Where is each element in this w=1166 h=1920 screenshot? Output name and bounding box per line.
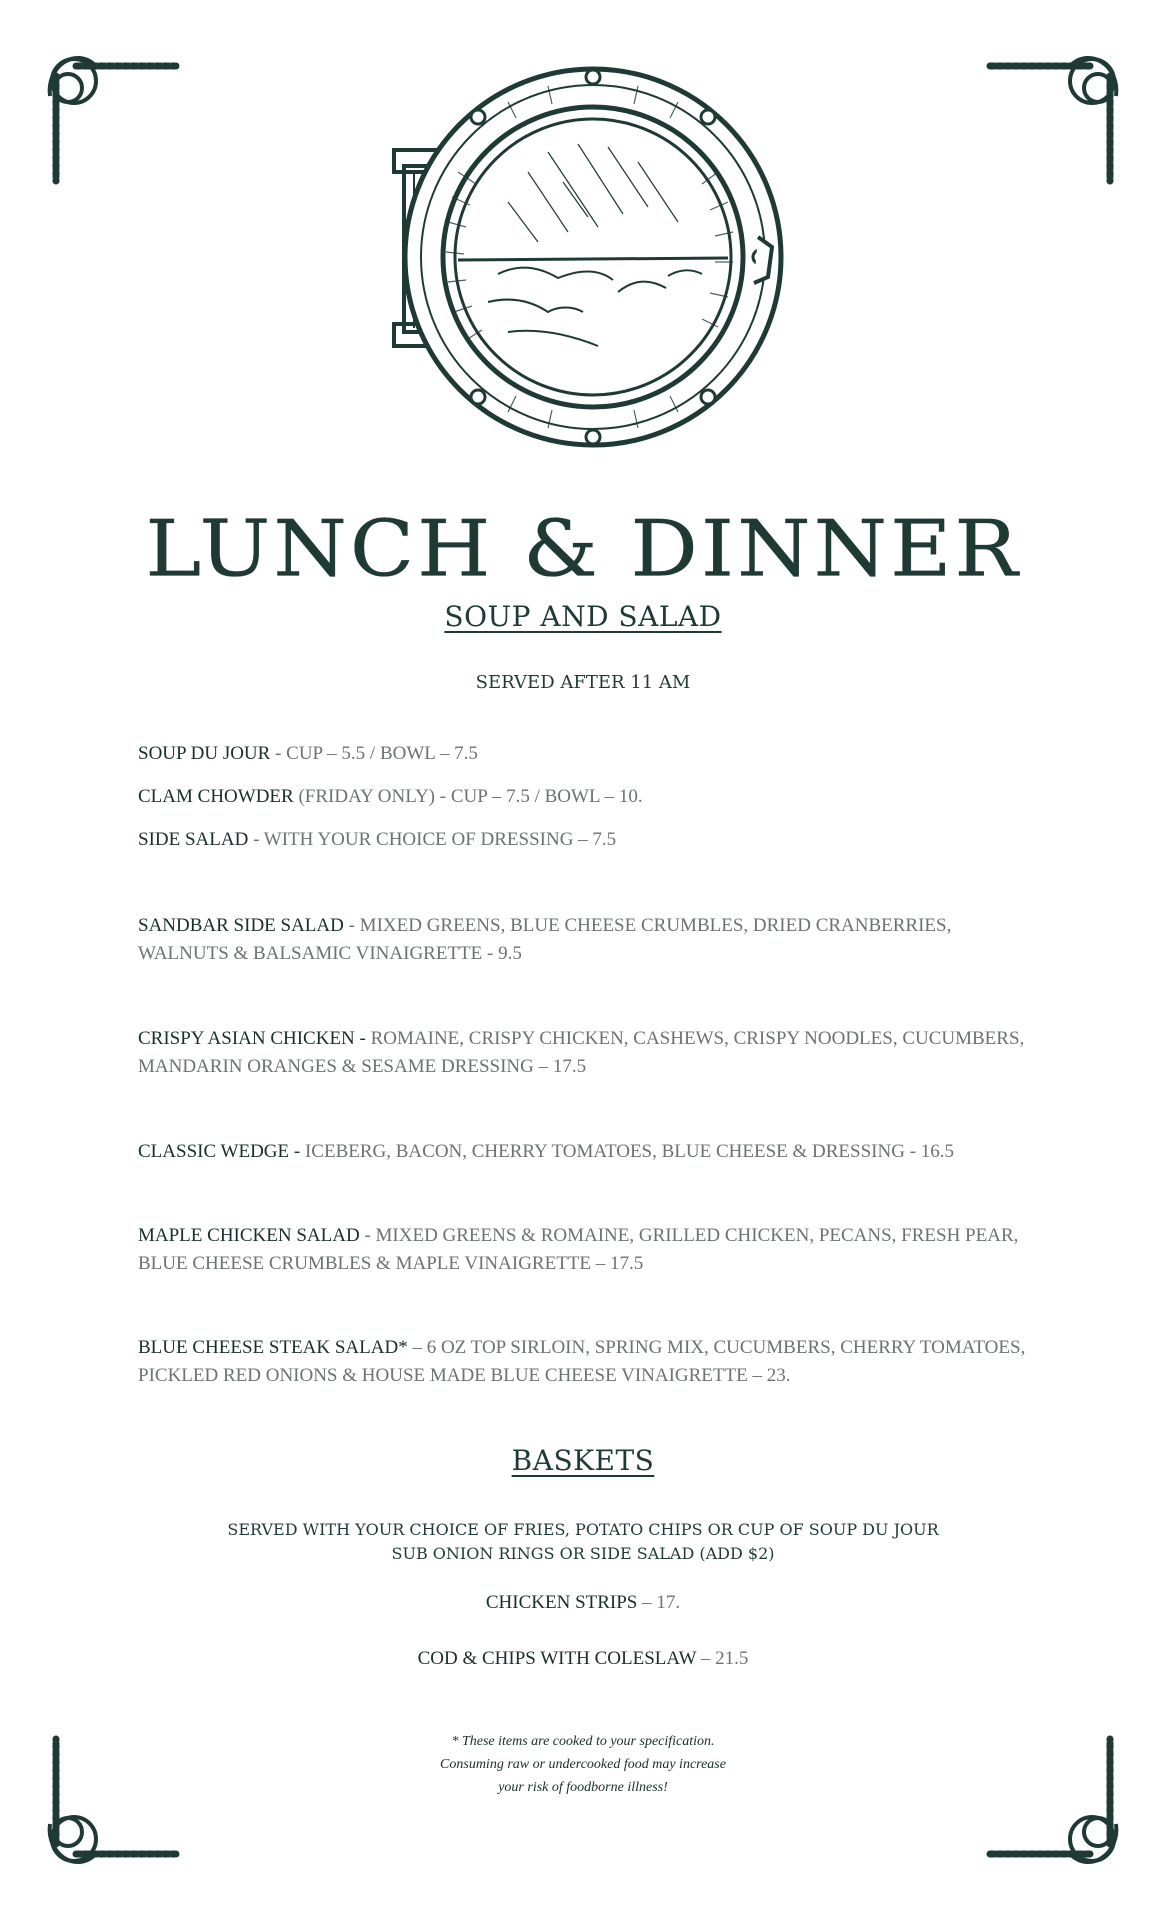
baskets-heading: BASKETS	[511, 1444, 655, 1477]
item-name: SIDE SALAD	[138, 829, 249, 850]
menu-item	[138, 1138, 1038, 1166]
item-name: COD & CHIPS WITH COLESLAW	[417, 1648, 697, 1669]
item-name: SANDBAR SIDE SALAD	[138, 915, 344, 936]
menu-item	[138, 1025, 1038, 1081]
item-desc: - MIXED GREENS & ROMAINE, GRILLED CHICKEN, PECANS, FRESH PEAR, BLUE CHEESE CRUMBLES & MAPLE VINAIGRETTE – 17.5	[138, 1225, 1019, 1274]
item-name: CLAM CHOWDER	[138, 786, 294, 807]
soup-salad-subheading: SERVED AFTER 11 AM	[475, 672, 691, 693]
page-title: LUNCH & DINNER	[145, 503, 1021, 595]
item-name: SOUP DU JOUR	[138, 743, 271, 764]
item-desc: – 17.	[637, 1592, 681, 1613]
item-name: CHICKEN STRIPS	[485, 1592, 638, 1613]
item-desc: – 6 OZ TOP SIRLOIN, SPRING MIX, CUCUMBERS, CHERRY TOMATOES, PICKLED RED ONIONS & HOUSE MADE BLUE CHEESE VINAIGRETTE – 23.	[138, 1337, 1026, 1386]
rope-knot-icon	[980, 36, 1130, 186]
item-name: CLASSIC WEDGE -	[138, 1141, 301, 1162]
item-desc: - CUP – 5.5 / BOWL – 7.5	[270, 743, 478, 764]
menu-item	[0, 1648, 1166, 1670]
menu-item	[138, 1334, 1038, 1390]
item-desc: - WITH YOUR CHOICE OF DRESSING – 7.5	[248, 829, 617, 850]
baskets-served-line1: SERVED WITH YOUR CHOICE OF FRIES, POTATO CHIPS OR CUP OF SOUP DU JOUR	[227, 1520, 939, 1539]
menu-item	[138, 1222, 1038, 1278]
baskets-served-line2: SUB ONION RINGS OR SIDE SALAD (ADD $2)	[391, 1544, 775, 1563]
item-desc: (FRIDAY ONLY) - CUP – 7.5 / BOWL – 10.	[293, 786, 643, 807]
menu-item	[138, 783, 1038, 811]
soup-salad-heading: SOUP AND SALAD	[444, 600, 722, 633]
note-line: your risk of foodborne illness!	[498, 1780, 668, 1795]
item-name: BLUE CHEESE STEAK SALAD*	[138, 1337, 408, 1358]
menu-item	[138, 912, 1038, 968]
note-line: Consuming raw or undercooked food may increase	[440, 1757, 726, 1772]
item-name: MAPLE CHICKEN SALAD	[138, 1225, 360, 1246]
item-desc: - MIXED GREENS, BLUE CHEESE CRUMBLES, DRIED CRANBERRIES, WALNUTS & BALSAMIC VINAIGRETTE - 9.5	[138, 915, 952, 964]
item-desc: ICEBERG, BACON, CHERRY TOMATOES, BLUE CHEESE & DRESSING - 16.5	[300, 1141, 955, 1162]
item-desc: – 21.5	[696, 1648, 749, 1669]
rope-knot-icon	[36, 36, 186, 186]
menu-item	[0, 1592, 1166, 1614]
menu-item	[138, 740, 1038, 768]
note-line: * These items are cooked to your specification.	[451, 1734, 715, 1749]
item-desc: ROMAINE, CRISPY CHICKEN, CASHEWS, CRISPY NOODLES, CUCUMBERS, MANDARIN ORANGES & SESAME DRESSING – 17.5	[138, 1028, 1025, 1077]
allergy-note	[0, 1730, 1166, 1799]
porthole-illustration-icon	[388, 62, 788, 452]
item-name: CRISPY ASIAN CHICKEN -	[138, 1028, 366, 1049]
menu-item	[138, 826, 1038, 854]
